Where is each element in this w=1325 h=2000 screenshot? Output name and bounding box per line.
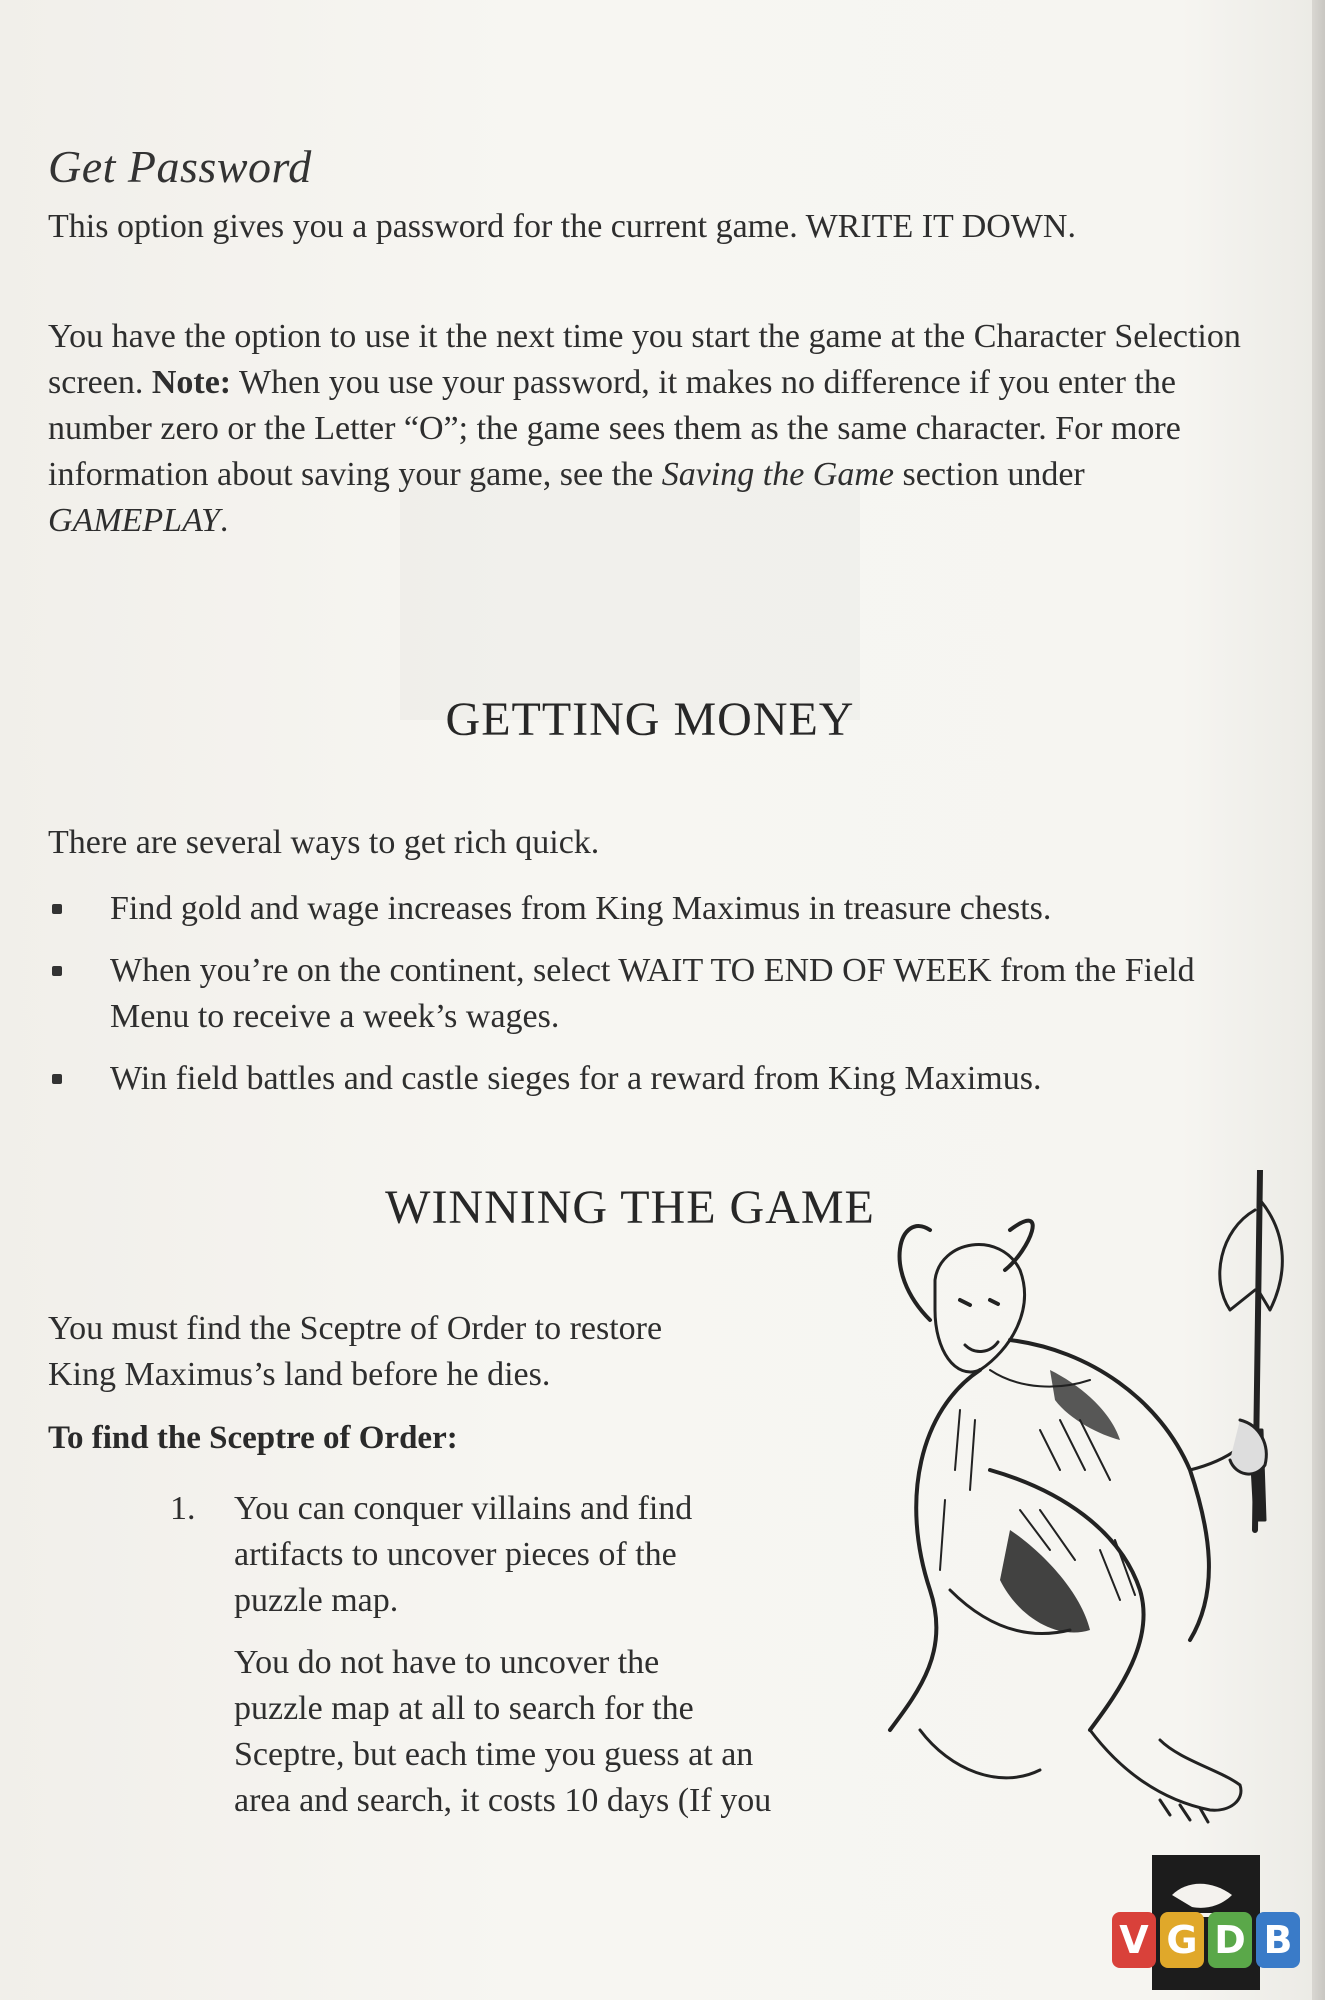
getting-money-heading: GETTING MONEY [445, 693, 855, 746]
money-bullet-item: When you’re on the continent, select WAIT TO END OF WEEK from the Field Menu to receive a week’s wages. [48, 948, 1268, 1040]
getting-money-intro: There are several ways to get rich quick. [48, 824, 600, 861]
watermark-letter: G [1160, 1912, 1204, 1968]
p2-text-a: You have the option to use it the next time you start the game at the Character Selection screen. [48, 318, 1241, 401]
winning-heading: WINNING THE GAME [385, 1181, 875, 1234]
money-bullet-item: Win field battles and castle sieges for a reward from King Maximus. [48, 1056, 1268, 1102]
money-bullet-list [48, 886, 1268, 1118]
vgdb-watermark-logo [1112, 1912, 1304, 1992]
watermark-letter: D [1208, 1912, 1252, 1968]
p2-text-d: . [219, 502, 229, 539]
winning-intro [48, 1306, 662, 1398]
list-number: 1. [170, 1490, 196, 1527]
p2-text-b: When you use your password, it makes no difference if you enter the number zero or the Letter “O”; the game sees them as the same character. For more information about saving your game, see the [48, 364, 1181, 493]
get-password-paragraph-2 [48, 314, 1258, 544]
list-item-text: You can conquer villains and find artifacts to uncover pieces of the puzzle map. You do not have to uncover the puzzle map at all to search for the Sceptre, but each time you guess at an area and search, it costs 10 days (If you [234, 1490, 772, 1819]
gameplay-ref: GAMEPLAY [48, 502, 220, 539]
note-label: Note: [151, 364, 232, 401]
page-edge [1312, 0, 1325, 2000]
minotaur-illustration [860, 1170, 1300, 1830]
money-bullet-item: Find gold and wage increases from King Maximus in treasure chests. [48, 886, 1268, 932]
bullet-icon [52, 1074, 62, 1084]
winning-intro-line: You must find the Sceptre of Order to restore [48, 1310, 663, 1347]
p2-text-c: section under [894, 456, 1085, 493]
bullet-icon [52, 904, 62, 914]
get-password-paragraph-1: This option gives you a password for the current game. WRITE IT DOWN. [48, 208, 1076, 245]
saving-the-game-ref: Saving the Game [661, 456, 895, 493]
watermark-letter: V [1112, 1912, 1156, 1968]
winning-intro-line: King Maximus’s land before he dies. [48, 1356, 551, 1393]
bullet-icon [52, 966, 62, 976]
watermark-letter: B [1256, 1912, 1300, 1968]
get-password-heading: Get Password [48, 141, 312, 192]
find-sceptre-subhead: To find the Sceptre of Order: [48, 1420, 458, 1456]
